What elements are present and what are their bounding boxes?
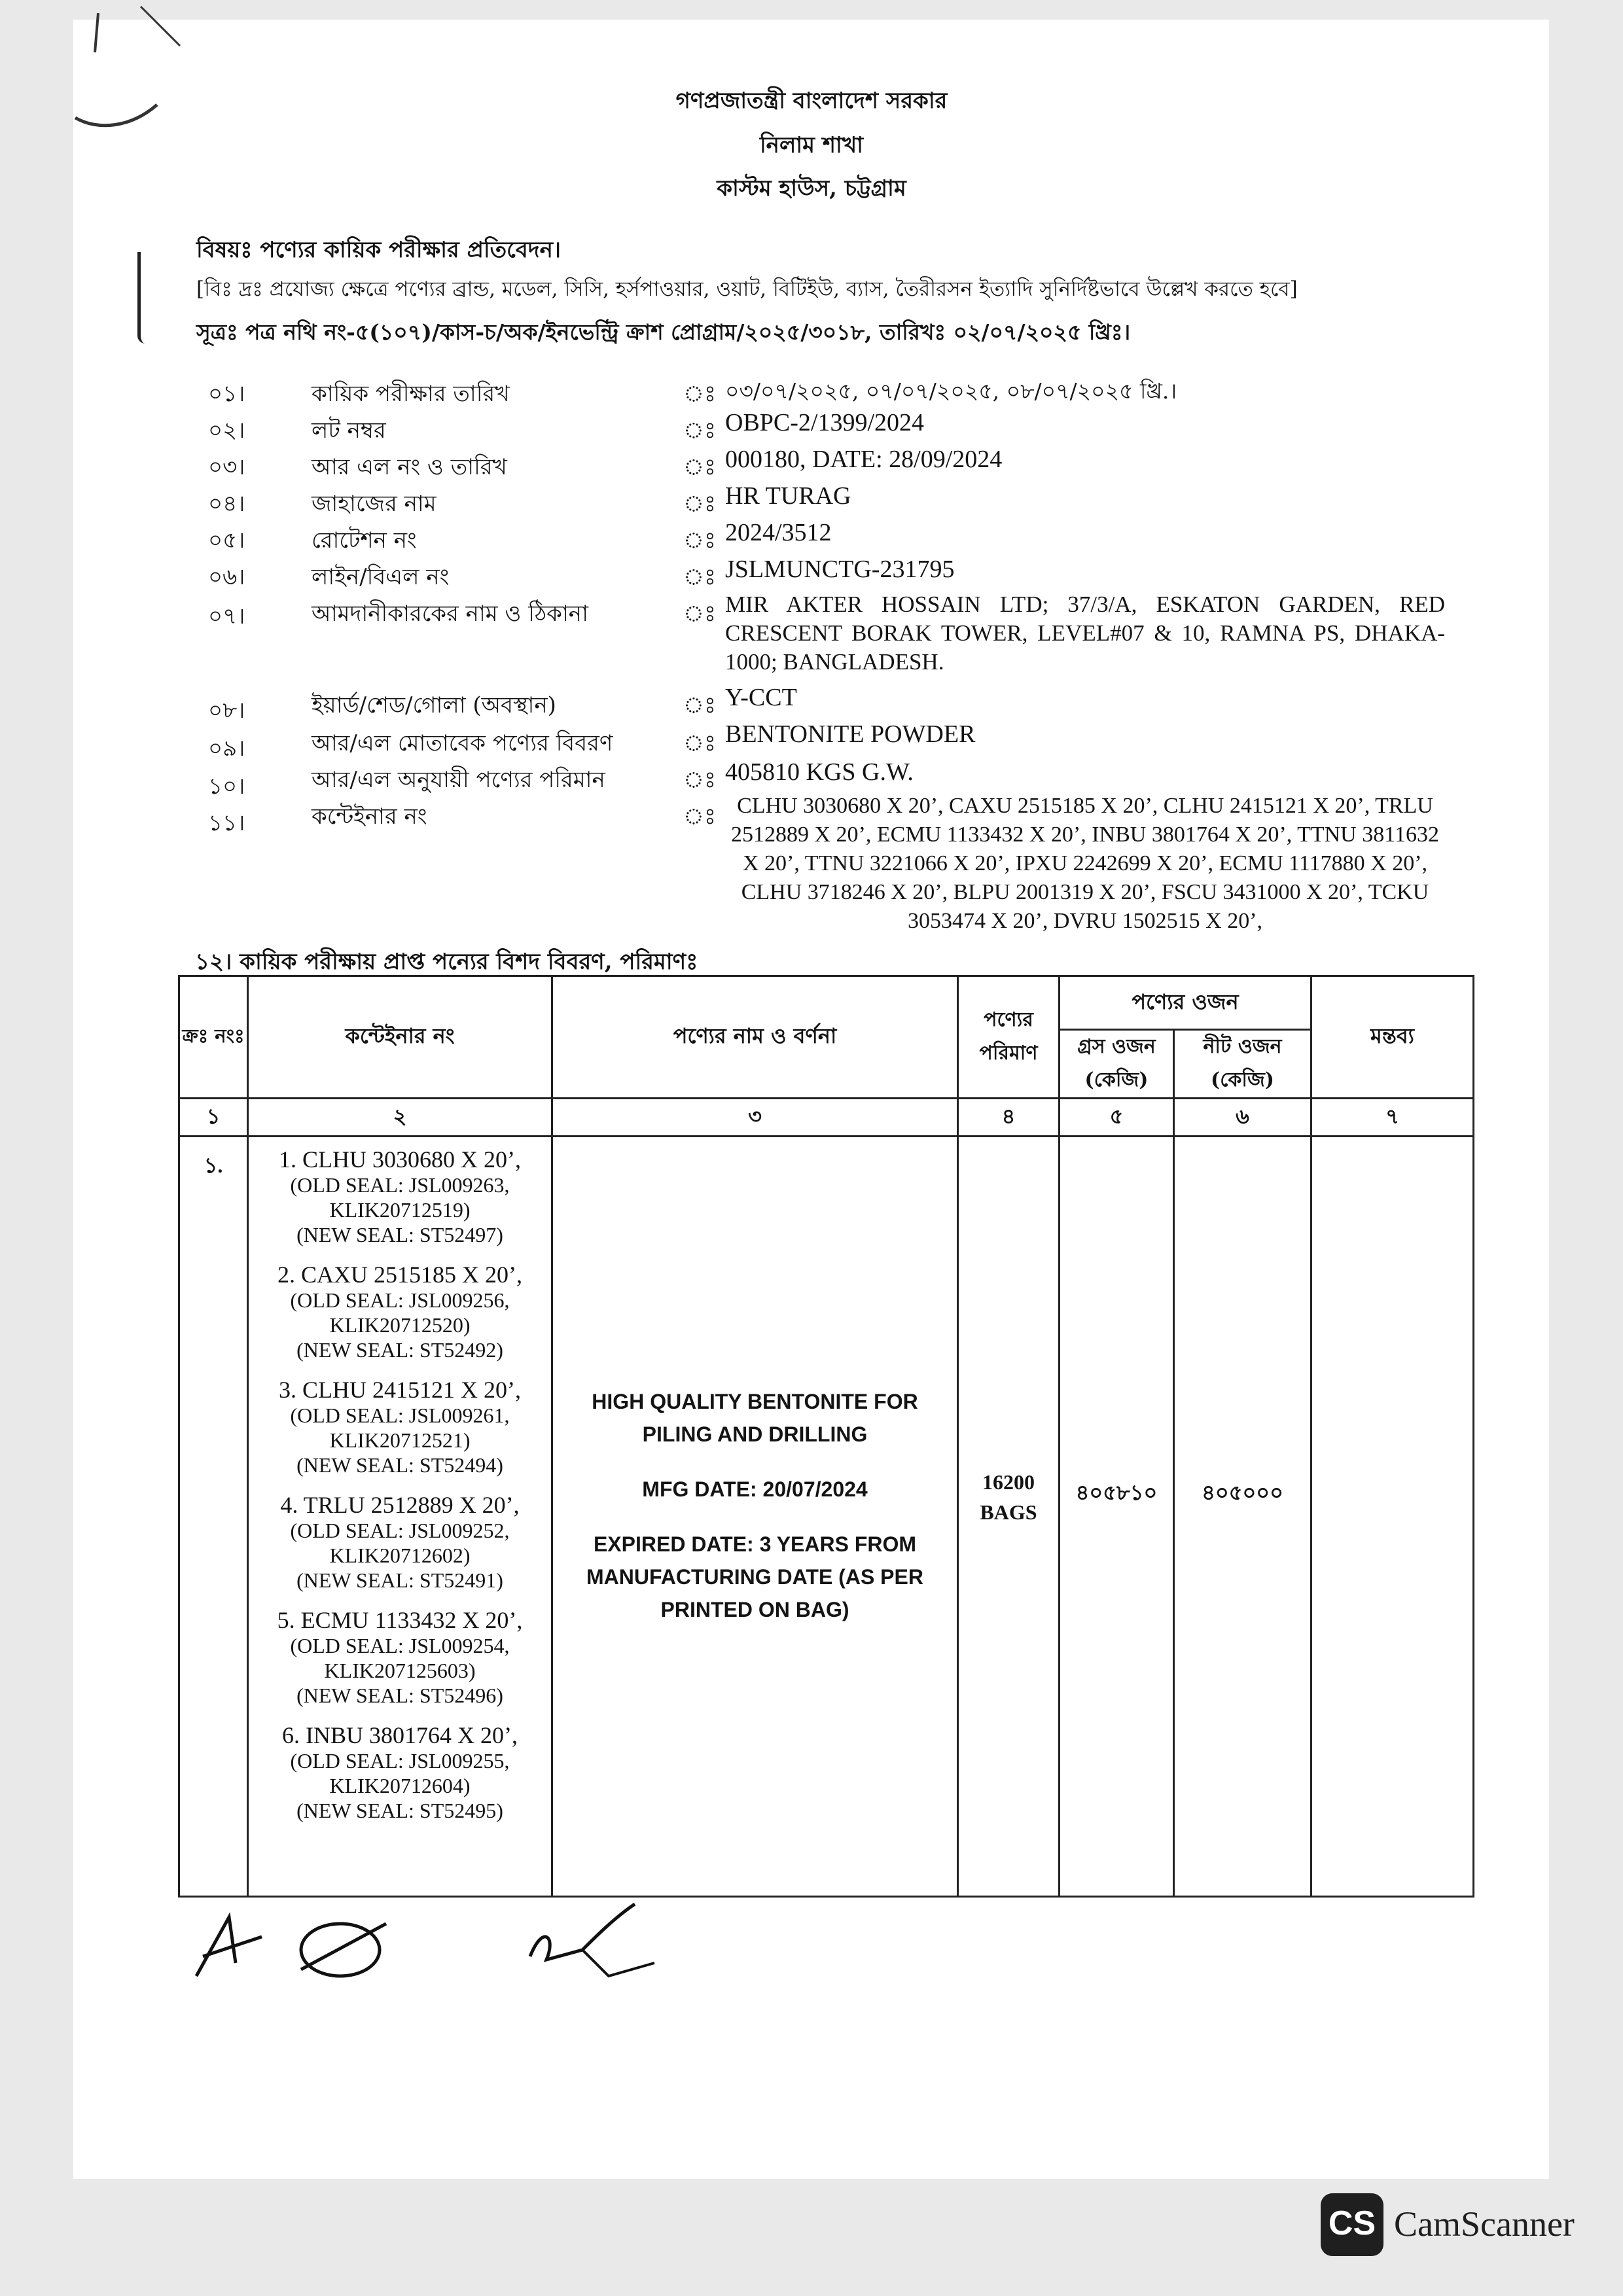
old-seal-2: KLIK207125603) [324,1659,476,1682]
field-label: আর/এল অনুযায়ী পণ্যের পরিমান [312,767,605,793]
old-seal: (OLD SEAL: JSL009263, [290,1173,510,1197]
header-weight-group: পণ্যের ওজন [1060,976,1311,1030]
row-gross: ৪০৫৮১০ [1060,1137,1174,1897]
field-colon: ঃ [683,381,716,407]
header-product: পণ্যের নাম ও বর্ণনা [552,976,958,1099]
new-seal: (NEW SEAL: ST52497) [296,1223,503,1246]
field-label: লাইন/বিএল নং [312,564,450,590]
new-seal: (NEW SEAL: ST52492) [296,1338,503,1362]
header-govt: গণপ্রজাতন্ত্রী বাংলাদেশ সরকার [675,88,948,114]
field-no: ০৪। [208,491,245,517]
container-entry [249,1607,551,1708]
header-branch: নিলাম শাখা [759,132,864,158]
field-value: 000180, DATE: 28/09/2024 [725,446,1003,473]
section-12-title: ১২। কায়িক পরীক্ষায় প্রাপ্ত পন্যের বিশদ বিবরণ, পরিমাণঃ [195,949,698,975]
container-entry [249,1722,551,1823]
row-sl: ১. [179,1137,248,1897]
field-no: ০৬। [208,564,245,590]
field-label: রোটেশন নং [312,527,417,554]
container-entry [249,1492,551,1593]
field-label: কন্টেইনার নং [312,804,427,830]
header-remarks: মন্তব্য [1311,976,1474,1099]
new-seal: (NEW SEAL: ST52491) [296,1568,503,1592]
subject-line: বিষয়ঃ পণ্যের কায়িক পরীক্ষার প্রতিবেদন। [196,237,562,263]
mfg-date: MFG DATE: 20/07/2024 [642,1477,868,1501]
old-seal-2: KLIK20712520) [329,1313,471,1337]
signatures [190,1898,779,2002]
old-seal: (OLD SEAL: JSL009254, [290,1634,510,1657]
old-seal-2: KLIK20712519) [329,1198,471,1222]
old-seal: (OLD SEAL: JSL009255, [290,1749,510,1773]
field-value: 2024/3512 [725,519,832,546]
reference-line: সূত্রঃ পত্র নথি নং-৫(১০৭)/কাস-চ/অক/ইনভেন্ট্রি ক্রাশ প্রোগ্রাম/২০২৫/৩০১৮, তারিখঃ ০২/০৭/২০২৫ খ্রিঃ। [196,319,1131,345]
field-colon: ঃ [683,491,716,517]
container-number: 2. CAXU 2515185 X 20’, [277,1262,522,1288]
col-number: ১ [179,1099,248,1137]
old-seal: (OLD SEAL: JSL009261, [290,1404,510,1427]
old-seal-2: KLIK20712521) [329,1428,471,1452]
row-product [552,1137,958,1897]
field-no: ০৫। [208,527,245,554]
quantity-number: 16200 [982,1470,1035,1494]
col-number: ৫ [1060,1099,1174,1137]
field-no: ০১। [208,381,245,407]
new-seal: (NEW SEAL: ST52496) [296,1684,503,1707]
field-label: আর এল নং ও তারিখ [312,454,507,480]
container-number: 5. ECMU 1133432 X 20’, [277,1607,523,1633]
header-gross: গ্রস ওজন (কেজি) [1060,1030,1174,1099]
row-remarks [1311,1137,1474,1897]
field-no: ০২। [208,417,245,444]
field-value: HR TURAG [725,482,851,510]
col-number: ৭ [1311,1099,1474,1137]
field-no: ০৯। [208,735,245,762]
old-seal: (OLD SEAL: JSL009252, [290,1519,510,1542]
container-number: 1. CLHU 3030680 X 20’, [279,1146,521,1173]
expiry-date: EXPIRED DATE: 3 YEARS FROM MANUFACTURING DATE (AS PER PRINTED ON BAG) [586,1532,923,1621]
container-entry [249,1262,551,1362]
old-seal: (OLD SEAL: JSL009256, [290,1288,510,1312]
field-label: আমদানীকারকের নাম ও ঠিকানা [312,601,588,627]
field-no: ০৩। [208,454,245,480]
field-value: OBPC-2/1399/2024 [725,409,925,436]
field-value: MIR AKTER HOSSAIN LTD; 37/3/A, ESKATON GARDEN, RED CRESCENT BORAK TOWER, LEVEL#07 & 10, RAMNA PS, DHAKA-1000; BANGLADESH. [725,592,1445,675]
field-colon: ঃ [683,730,716,756]
container-number: 4. TRLU 2512889 X 20’, [280,1492,520,1518]
header-net: নীট ওজন (কেজি) [1174,1030,1311,1099]
field-colon: ঃ [683,564,716,590]
container-entry [249,1146,551,1247]
container-entry [249,1377,551,1477]
field-value: JSLMUNCTG-231795 [725,556,955,583]
field-colon: ঃ [683,601,716,627]
header-sl: ক্রঃ নংঃ [179,976,248,1099]
new-seal: (NEW SEAL: ST52494) [296,1453,503,1477]
field-colon: ঃ [683,692,716,718]
col-number: ২ [248,1099,552,1137]
new-seal: (NEW SEAL: ST52495) [296,1799,503,1822]
field-no: ০৭। [208,603,245,629]
note-line: [বিঃ দ্রঃ প্রযোজ্য ক্ষেত্রে পণ্যের ব্রান্ড, মডেল, সিসি, হর্সপাওয়ার, ওয়াট, বিটিইউ, ব্যাস, তৈরীরসন ইত্যাদি সুনির্দিষ্টভাবে উল্লেখ করতে হবে] [196,277,1298,301]
field-no: ০৮। [208,698,245,724]
col-number: ৬ [1174,1099,1311,1137]
header-quantity: পণ্যের পরিমাণ [958,976,1060,1099]
old-seal-2: KLIK20712604) [329,1774,471,1797]
old-seal-2: KLIK20712602) [329,1544,471,1567]
field-value: Y-CCT [725,684,797,711]
margin-bracket [137,252,150,344]
field-no: ১১। [208,810,245,836]
field-value: ০৩/০৭/২০২৫, ০৭/০৭/২০২৫, ০৮/০৭/২০২৫ খ্রি.। [725,378,1177,404]
table-row [179,1137,1474,1897]
product-name: HIGH QUALITY BENTONITE FOR PILING AND DRILLING [592,1389,918,1446]
field-colon: ঃ [683,767,716,793]
field-colon: ঃ [683,804,716,830]
field-colon: ঃ [683,417,716,444]
field-label: লট নম্বর [312,417,386,444]
field-label: জাহাজের নাম [312,491,437,517]
field-value: BENTONITE POWDER [725,720,976,748]
field-label: আর/এল মোতাবেক পণ্যের বিবরণ [312,730,613,756]
container-number: 3. CLHU 2415121 X 20’, [279,1377,521,1403]
field-value-containers: CLHU 3030680 X 20’, CAXU 2515185 X 20’, CLHU 2415121 X 20’, TRLU 2512889 X 20’, ECMU 1133432 X 20’, INBU 3801764 X 20’, TTNU 3811632 X 20’, TTNU 3221066 X 20’, IPXU 2242699 X 20’, ECMU 1117880 X 20’, CLHU 3718246 X 20’, BLPU 2001319 X 20’, FSCU 3431000 X 20’, TCKU 3053474 X 20’, DVRU 1502515 X 20’, [731,794,1439,933]
header-office: কাস্টম হাউস, চট্টগ্রাম [717,175,906,202]
row-net: ৪০৫০০০ [1174,1137,1311,1897]
inspection-table [178,975,1474,1898]
field-value: 405810 KGS G.W. [725,758,914,786]
field-colon: ঃ [683,527,716,554]
field-no: ১০। [208,773,245,800]
camscanner-logo-icon: CS [1321,2193,1383,2256]
col-number: ৩ [552,1099,958,1137]
col-number: ৪ [958,1099,1060,1137]
field-colon: ঃ [683,454,716,480]
header-container: কন্টেইনার নং [248,976,552,1099]
container-number: 6. INBU 3801764 X 20’, [282,1722,518,1748]
field-label: কায়িক পরীক্ষার তারিখ [312,381,510,407]
camscanner-label: CamScanner [1394,2204,1575,2244]
quantity-unit: BAGS [980,1500,1037,1524]
field-label: ইয়ার্ড/শেড/গোলা (অবস্থান) [312,692,556,718]
row-quantity [958,1137,1060,1897]
row-containers [248,1137,552,1897]
